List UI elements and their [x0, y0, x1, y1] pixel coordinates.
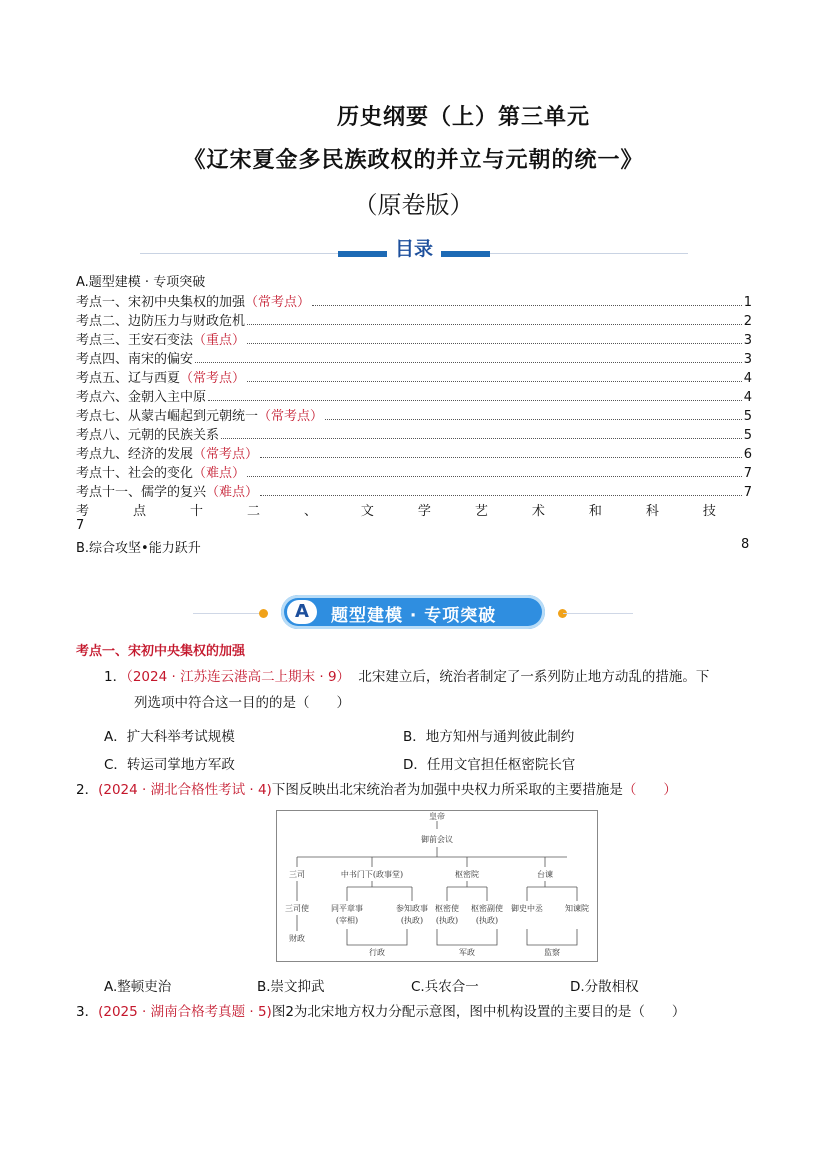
toc-item-page: 2 — [743, 314, 752, 329]
toc-item-tag: （常考点） — [193, 447, 259, 462]
toc-leader-dots — [247, 323, 742, 325]
toc-item-12-page: 7 — [76, 518, 85, 533]
toc-item-12-char: 术 — [531, 504, 545, 519]
toc-item-12-char: 科 — [645, 504, 659, 519]
toc-leader-dots — [195, 361, 742, 363]
toc-item-label: 考点六、金朝入主中原 — [76, 390, 207, 405]
option-a[interactable]: A．扩大科举考试规模 — [104, 729, 235, 745]
question-3 — [76, 1001, 685, 1023]
kaodian-heading: 考点一、宋初中央集权的加强 — [76, 644, 246, 659]
toc-item-12-char: 文 — [360, 504, 374, 519]
toc-item-tag: （难点） — [193, 466, 246, 481]
toc-item[interactable] — [76, 462, 752, 481]
toc-item-12-char: 艺 — [474, 504, 488, 519]
toc-item[interactable] — [76, 348, 752, 367]
diagram-leaf: 参知政事 — [396, 904, 428, 913]
question-source: (2024 · 湖北合格性考试 · 4) — [98, 782, 272, 798]
diagram-bottom: 军政 — [459, 948, 475, 957]
section-banner — [193, 593, 633, 633]
toc-item-tag: （常考点） — [180, 371, 246, 386]
toc-item[interactable] — [76, 291, 752, 310]
diagram-bottom: 财政 — [289, 934, 305, 943]
toc-item-tag: （重点） — [193, 333, 246, 348]
toc-item-page: 6 — [743, 447, 752, 462]
doc-title-line1: 历史纲要（上）第三单元 — [336, 105, 590, 130]
diagram-leaf: 枢密使 — [435, 904, 459, 913]
toc-item-12-char: 技 — [702, 504, 716, 519]
toc-item[interactable] — [76, 443, 752, 462]
toc-item-tag: （常考点） — [245, 295, 311, 310]
toc-item-label: 考点八、元朝的民族关系 — [76, 428, 220, 443]
option-c[interactable]: C.兵农合一 — [411, 979, 479, 995]
answer-paren: （ ） — [622, 782, 677, 798]
toc-leader-dots — [208, 399, 742, 401]
toc-item[interactable] — [76, 481, 752, 500]
diagram-bottom: 行政 — [369, 948, 385, 957]
option-b[interactable]: B.崇文抑武 — [257, 979, 325, 995]
question-source: （2024 · 江苏连云港高二上期末 · 9） — [126, 669, 351, 685]
toc-item-label: 考点九、经济的发展 — [76, 447, 194, 462]
option-c[interactable]: C．转运司掌地方军政 — [104, 757, 235, 773]
toc-item-label: 考点三、王安石变法 — [76, 333, 194, 348]
diagram-meeting: 御前会议 — [421, 835, 453, 844]
toc-item-12-char: 点 — [132, 504, 146, 519]
question-1 — [104, 666, 709, 688]
question-text-cont: 列选项中符合这一目的的是（ ） — [134, 695, 350, 711]
toc-item-12-char: 考 — [76, 504, 90, 519]
question-text: 北宋建立后，统治者制定了一系列防止地方动乱的措施。下 — [358, 669, 710, 685]
toc-item-label: 考点五、辽与西夏 — [76, 371, 181, 386]
diagram-role: (宰相) — [335, 916, 359, 925]
toc-item-page: 4 — [743, 371, 752, 386]
toc-leader-dots — [247, 380, 742, 382]
toc-item[interactable] — [76, 329, 752, 348]
diagram-leaf: 知谏院 — [565, 904, 589, 913]
diagram-svg — [277, 811, 597, 961]
dot-icon — [259, 609, 268, 618]
option-b[interactable]: B．地方知州与通判彼此制约 — [403, 729, 575, 745]
toc-item-label: 考点一、宋初中央集权的加强 — [76, 295, 246, 310]
diagram-branch: 中书门下(政事堂) — [340, 870, 404, 879]
toc-item-tag: （难点） — [206, 485, 259, 500]
diagram-top: 皇帝 — [429, 812, 445, 821]
option-a[interactable]: A.整顿吏治 — [104, 979, 172, 995]
diagram-branch: 枢密院 — [455, 870, 479, 879]
question-number: 1． — [104, 669, 127, 685]
toc-item-label: 考点四、南宋的偏安 — [76, 352, 194, 367]
toc-leader-dots — [312, 304, 742, 306]
section-letter: A — [287, 600, 317, 624]
diagram-branch: 台谏 — [537, 870, 553, 879]
toc-item[interactable] — [76, 424, 752, 443]
option-d[interactable]: D．任用文官担任枢密院长官 — [403, 757, 576, 773]
diagram-branch: 三司 — [289, 870, 305, 879]
diagram-leaf: 御史中丞 — [511, 904, 543, 913]
toc-section-b[interactable]: B.综合攻坚•能力跃升 — [76, 541, 201, 556]
diagram-leaf: 枢密副使 — [471, 904, 503, 913]
toc-item-label: 考点七、从蒙古崛起到元朝统一 — [76, 409, 259, 424]
question-2 — [76, 779, 677, 801]
toc-item-label: 考点二、边防压力与财政危机 — [76, 314, 246, 329]
toc-item[interactable] — [76, 310, 752, 329]
power-structure-diagram — [276, 810, 598, 962]
toc-item-page: 7 — [743, 466, 752, 481]
toc-item-page: 1 — [743, 295, 752, 310]
diagram-leaf: 三司使 — [285, 904, 309, 913]
toc-item-label: 考点十一、儒学的复兴 — [76, 485, 207, 500]
diagram-leaf: 同平章事 — [331, 904, 363, 913]
toc-leader-dots — [247, 475, 742, 477]
toc-item-12[interactable] — [76, 500, 716, 519]
toc-item-12-char: 和 — [588, 504, 602, 519]
question-source: (2025 · 湖南合格考真题 · 5) — [98, 1004, 272, 1020]
toc-leader-dots — [247, 342, 742, 344]
question-text: 下图反映出北宋统治者为加强中央权力所采取的主要措施是 — [271, 782, 623, 798]
question-number: 2． — [76, 782, 99, 798]
toc-item-12-char: 二 — [246, 504, 260, 519]
toc-item-page: 5 — [743, 428, 752, 443]
toc-item-page: 4 — [743, 390, 752, 405]
diagram-role: (执政) — [435, 916, 459, 925]
toc-item-page: 3 — [743, 333, 752, 348]
toc-item-tag: （常考点） — [258, 409, 324, 424]
toc-leader-dots — [260, 456, 742, 458]
toc-item[interactable] — [76, 405, 752, 424]
toc-heading: 目录 — [387, 234, 441, 261]
toc-item-page: 5 — [743, 409, 752, 424]
doc-title-line2: 《辽宋夏金多民族政权的并立与元朝的统一》 — [183, 148, 644, 173]
toc-item[interactable] — [76, 367, 752, 386]
diagram-role: (执政) — [475, 916, 499, 925]
toc-section-b-page: 8 — [741, 537, 750, 552]
toc-item[interactable] — [76, 386, 752, 405]
question-number: 3． — [76, 1004, 99, 1020]
toc-item-label: 考点十、社会的变化 — [76, 466, 194, 481]
toc-item-12-char: 十 — [189, 504, 203, 519]
toc-item-page: 3 — [743, 352, 752, 367]
option-d[interactable]: D.分散相权 — [570, 979, 639, 995]
section-banner-text: 题型建模 · 专项突破 — [331, 606, 497, 626]
toc-leader-dots — [221, 437, 742, 439]
question-text: 图2为北宋地方权力分配示意图，图中机构设置的主要目的是（ ） — [271, 1004, 686, 1020]
diagram-role: (执政) — [400, 916, 424, 925]
doc-title-line3: （原卷版） — [353, 191, 474, 219]
toc-item-12-char: 学 — [417, 504, 431, 519]
toc-item-page: 7 — [743, 485, 752, 500]
diagram-bottom: 监察 — [544, 948, 560, 957]
toc-leader-dots — [325, 418, 742, 420]
toc-section-a: A.题型建模 · 专项突破 — [76, 275, 206, 290]
toc-item-12-char: 、 — [303, 504, 317, 519]
toc-leader-dots — [260, 494, 742, 496]
